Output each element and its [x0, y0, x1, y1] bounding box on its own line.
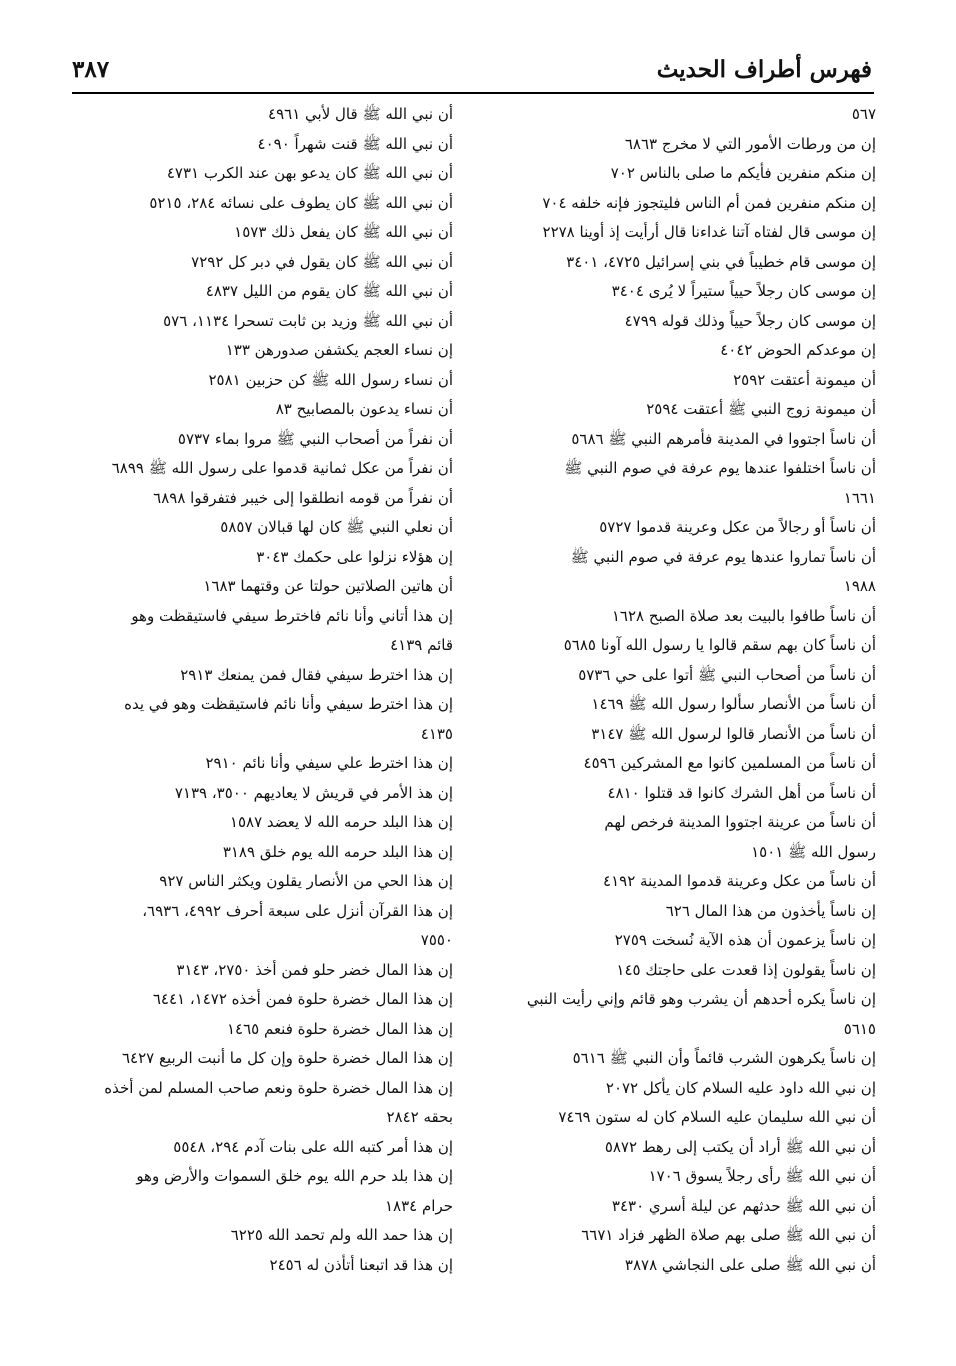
index-line: إن هذا اخترط سيفي وأنا نائم فاستيقظت وهو في يده: [124, 695, 453, 713]
index-line: إن هذ الأمر في قريش لا يعاديهم ٣٥٠٠، ٧١٣٩: [174, 783, 453, 802]
index-line: رسول الله ﷺ ١٥٠١: [751, 842, 876, 861]
index-line: أن نبي الله ﷺ رأى رجلاً يسوق ١٧٠٦: [648, 1167, 876, 1185]
index-line: إن هذا أمر كتبه الله على بنات آدم ٢٩٤، ٥٥٤٨: [173, 1137, 453, 1156]
right-column: [486, 100, 876, 1280]
index-line: أن ميمونة زوج النبي ﷺ أعتقت ٢٥٩٤: [646, 400, 876, 418]
index-line: إن هذا البلد حرمه الله يوم خلق ٣١٨٩: [222, 842, 453, 861]
index-line: إن هذا المال خضرة حلوة فنعم ١٤٦٥: [226, 1019, 453, 1038]
index-line: إن ناساً يأخذون من هذا المال ٦٢٦: [665, 901, 876, 920]
index-line: أن نعلي النبي ﷺ كان لها قبالان ٥٨٥٧: [220, 518, 453, 536]
index-line: بحقه ٢٨٤٢: [386, 1108, 453, 1126]
index-line: أن نبي الله ﷺ قال لأبي ٤٩٦١: [268, 105, 453, 123]
index-line: إن هذا المال خضرة حلوة وإن كل ما أنبت الربيع ٦٤٢٧: [121, 1049, 453, 1067]
header-rule: [72, 92, 874, 94]
index-line: أن ناساً أو رجالاً من عكل وعرينة قدموا ٥٧٢٧: [599, 518, 876, 536]
index-line: إن نساء العجم يكشفن صدورهن ١٣٣: [225, 341, 453, 359]
index-line: ٤١٣٥: [420, 724, 453, 743]
index-line: إن هذا المال خضرة حلوة فمن أخذه ١٤٧٢، ٦٤٤١: [152, 990, 453, 1008]
index-line: ١٦٦١: [843, 488, 876, 507]
index-line: إن هذا المال خضر حلو فمن أخذ ٢٧٥٠، ٣١٤٣: [176, 960, 453, 979]
index-line: إن هؤلاء نزلوا على حكمك ٣٠٤٣: [256, 547, 453, 566]
index-line: إن هذا قد اتبعنا أتأذن له ٢٤٥٦: [269, 1255, 453, 1274]
index-line: أن ناساً من المسلمين كانوا مع المشركين ٤٥٩٦: [583, 754, 876, 772]
index-line: إن هذا حمد الله ولم تحمد الله ٦٢٢٥: [230, 1226, 453, 1244]
index-line: أن ناساً من عرينة اجتووا المدينة فرخص لهم: [604, 813, 876, 831]
index-line: إن هذا بلد حرم الله يوم خلق السموات والأرض وهو: [136, 1167, 453, 1185]
index-line: أن نبي الله ﷺ كان يفعل ذلك ١٥٧٣: [234, 223, 453, 241]
index-line: إن منكم منفرين فأيكم ما صلى بالناس ٧٠٢: [610, 164, 876, 182]
index-line: إن هذا المال خضرة حلوة ونعم صاحب المسلم لمن أخذه: [104, 1078, 453, 1097]
index-line: إن موسى قال لفتاه آتنا غداءنا قال أرأيت إذ أوينا ٢٢٧٨: [542, 223, 876, 241]
index-line: أن ناساً كان بهم سقم قالوا يا رسول الله آونا ٥٦٨٥: [563, 636, 876, 654]
index-line: ٥٦١٥: [843, 1019, 876, 1038]
index-line: أن نبي الله ﷺ كان يقوم من الليل ٤٨٣٧: [205, 282, 453, 300]
index-line: أن ناساً من أهل الشرك كانوا قد قتلوا ٤٨١٠: [607, 783, 876, 802]
index-line: أن ناساً من عكل وعرينة قدموا المدينة ٤١٩٢: [603, 872, 876, 890]
index-line: أن نساء رسول الله ﷺ كن حزبين ٢٥٨١: [208, 370, 453, 389]
index-line: إن هذا القرآن أنزل على سبعة أحرف ٤٩٩٢، ٦٩٣٦،: [142, 901, 453, 920]
index-line: ٥٦٧: [851, 105, 876, 123]
index-line: إن منكم منفرين فمن أم الناس فليتجوز فإنه خلفه ٧٠٤: [542, 193, 876, 212]
index-line: أن هاتين الصلاتين حولتا عن وقتهما ١٦٨٣: [203, 577, 453, 595]
index-line: أن ناساً من أصحاب النبي ﷺ أتوا على حي ٥٧٣٦: [578, 665, 876, 684]
index-line: أن ميمونة أعتقت ٢٥٩٢: [733, 370, 876, 389]
index-line: أن نبي الله ﷺ صلى بهم صلاة الظهر فزاد ٦٦٧١: [581, 1226, 876, 1244]
index-line: أن ناساً طافوا بالبيت بعد صلاة الصبح ١٦٢٨: [611, 606, 876, 625]
index-line: ١٩٨٨: [843, 577, 876, 595]
index-line: أن نبي الله سليمان عليه السلام كان له ستون ٧٤٦٩: [558, 1108, 876, 1126]
page-number: ٣٨٧: [72, 56, 110, 83]
index-line: ٧٥٥٠: [420, 931, 453, 949]
page-header: [72, 52, 872, 90]
index-line: إن ناساً يكرهون الشرب قائماً وأن النبي ﷺ ٥٦١٦: [572, 1049, 876, 1067]
index-line: أن ناساً من الأنصار سألوا رسول الله ﷺ ١٤٦٩: [591, 695, 876, 713]
index-line: حرام ١٨٣٤: [384, 1196, 453, 1215]
index-line: إن ناساً يقولون إذا قعدت على حاجتك ١٤٥: [616, 960, 876, 979]
index-line: أن ناساً اختلفوا عندها يوم عرفة في صوم النبي ﷺ: [564, 459, 876, 477]
index-line: إن ناساً يزعمون أن هذه الآية نُسخت ٢٧٥٩: [614, 931, 876, 949]
index-line: أن ناساً تماروا عندها يوم عرفة في صوم النبي ﷺ: [570, 547, 876, 566]
index-line: أن ناساً من الأنصار قالوا لرسول الله ﷺ ٣١٤٧: [591, 724, 876, 743]
index-line: أن نبي الله ﷺ كان يطوف على نسائه ٢٨٤، ٥٢١٥: [149, 193, 453, 212]
index-line: إن نبي الله داود عليه السلام كان يأكل ٢٠٧٢: [605, 1078, 876, 1097]
left-column: [75, 100, 453, 1280]
index-line: إن موسى قام خطيباً في بني إسرائيل ٤٧٢٥، ٣٤٠١: [566, 252, 876, 271]
index-line: أن نبي الله ﷺ وزيد بن ثابت تسحرا ١١٣٤، ٥٧٦: [163, 311, 453, 330]
index-line: إن موسى كان رجلاً حيياً ستيراً لا يُرى ٣٤٠٤: [611, 282, 876, 300]
index-line: أن نبي الله ﷺ قنت شهراً ٤٠٩٠: [257, 134, 453, 153]
index-line: إن هذا اخترط علي سيفي وأنا نائم ٢٩١٠: [205, 754, 453, 772]
index-line: أن نبي الله ﷺ كان يقول في دبر كل ٧٢٩٢: [191, 252, 453, 271]
index-line: قائم ٤١٣٩: [390, 636, 453, 654]
running-title: فهرس أطراف الحديث: [656, 56, 872, 83]
index-line: إن موسى كان رجلاً حيياً وذلك قوله ٤٧٩٩: [624, 311, 876, 330]
index-line: أن ناساً اجتووا في المدينة فأمرهم النبي ﷺ ٥٦٨٦: [571, 429, 876, 448]
index-line: أن نفراً من قومه انطلقوا إلى خيبر فتفرقوا ٦٨٩٨: [153, 488, 453, 507]
index-line: إن هذا اخترط سيفي فقال فمن يمنعك ٢٩١٣: [180, 665, 453, 684]
index-line: إن موعدكم الحوض ٤٠٤٢: [720, 341, 876, 359]
index-line: أن نبي الله ﷺ أراد أن يكتب إلى رهط ٥٨٧٢: [604, 1137, 876, 1156]
index-line: إن ناساً يكره أحدهم أن يشرب وهو قائم وإني رأيت النبي: [526, 990, 876, 1008]
index-line: إن هذا الحي من الأنصار يقلون ويكثر الناس ٩٢٧: [159, 872, 453, 890]
index-line: أن نبي الله ﷺ كان يدعو بهن عند الكرب ٤٧٣١: [166, 164, 453, 182]
index-line: أن نبي الله ﷺ صلى على النجاشي ٣٨٧٨: [624, 1255, 876, 1274]
index-line: أن نبي الله ﷺ حدثهم عن ليلة أسري ٣٤٣٠: [611, 1196, 876, 1215]
index-line: إن هذا أتاني وأنا نائم فاخترط سيفي فاستيقظت وهو: [131, 606, 453, 625]
index-line: أن نفراً من عكل ثمانية قدموا على رسول الله ﷺ ٦٨٩٩: [111, 459, 453, 477]
index-line: أن نفراً من أصحاب النبي ﷺ مروا بماء ٥٧٣٧: [177, 429, 453, 448]
index-line: إن هذا البلد حرمه الله لا يعضد ١٥٨٧: [229, 813, 453, 831]
index-line: إن من ورطات الأمور التي لا مخرج ٦٨٦٣: [624, 134, 876, 153]
index-line: أن نساء يدعون بالمصابيح ٨٣: [275, 400, 453, 418]
